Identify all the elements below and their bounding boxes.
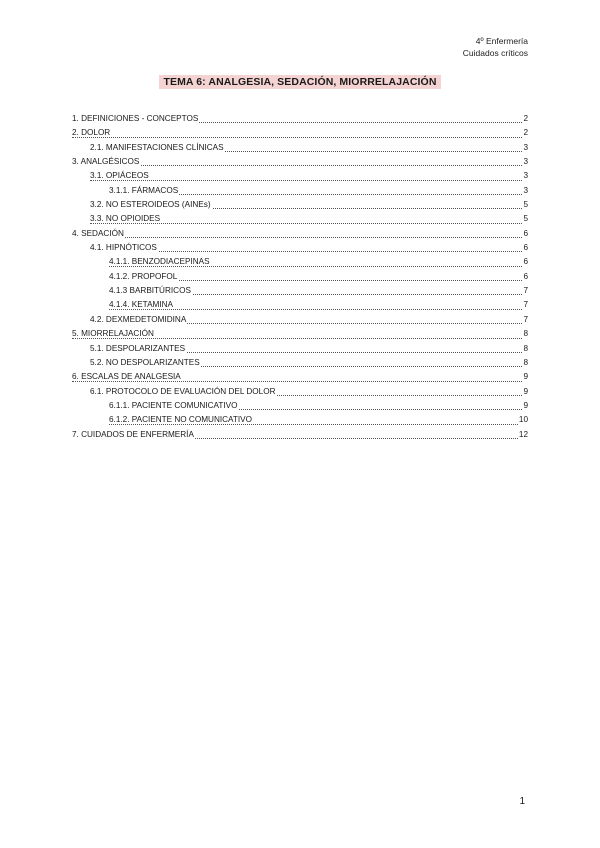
toc-entry-content xyxy=(109,270,528,284)
toc-entry[interactable] xyxy=(72,342,528,356)
toc-entry-label: 2. DOLOR xyxy=(72,128,111,138)
toc-dot-leader xyxy=(90,180,528,181)
toc-entry-content xyxy=(109,255,528,269)
toc-entry-content xyxy=(90,241,528,255)
toc-entry[interactable] xyxy=(72,356,528,370)
toc-entry-page: 12 xyxy=(518,428,528,442)
toc-entry[interactable] xyxy=(72,112,528,126)
toc-entry-label: 7. CUIDADOS DE ENFERMERÍA xyxy=(72,429,194,439)
toc-entry[interactable] xyxy=(72,198,528,212)
toc-entry-page: 8 xyxy=(522,356,528,370)
toc-entry[interactable] xyxy=(72,298,528,312)
toc-entry-content xyxy=(90,141,528,155)
toc-entry-content xyxy=(90,212,528,226)
toc-entry[interactable] xyxy=(72,370,528,384)
toc-entry-content xyxy=(72,370,528,384)
toc-entry-content xyxy=(72,126,528,140)
toc-entry-label: 4.1.4. KETAMINA xyxy=(109,300,174,310)
toc-entry[interactable] xyxy=(72,428,528,442)
page-number: 1 xyxy=(519,796,525,807)
toc-entry-content xyxy=(109,399,528,413)
toc-entry-label: 4.1.2. PROPOFOL xyxy=(109,271,178,281)
toc-entry-label: 1. DEFINICIONES - CONCEPTOS xyxy=(72,114,199,123)
toc-entry-page: 7 xyxy=(522,298,528,312)
toc-entry[interactable] xyxy=(72,169,528,183)
toc-entry-page: 3 xyxy=(522,141,528,155)
toc-entry-content xyxy=(90,313,528,327)
toc-entry-page: 6 xyxy=(522,255,528,269)
toc-entry-label: 6.1.2. PACIENTE NO COMUNICATIVO xyxy=(109,415,252,425)
toc-entry-label: 3.1.1. FÁRMACOS xyxy=(109,185,179,195)
toc-dot-leader xyxy=(72,137,528,138)
toc-entry-content xyxy=(90,356,528,370)
toc-dot-leader xyxy=(72,237,528,238)
toc-entry[interactable] xyxy=(72,227,528,241)
toc-entry-content xyxy=(72,112,528,126)
toc-entry-label: 3.3. NO OPIOIDES xyxy=(90,214,161,224)
toc-entry-content xyxy=(72,227,528,241)
toc-entry-label: 4.1.1. BENZODIACEPINAS xyxy=(109,257,210,267)
toc-entry-page: 2 xyxy=(522,112,528,126)
toc-entry[interactable] xyxy=(72,327,528,341)
toc-entry-label: 4.2. DEXMEDETOMIDINA xyxy=(90,314,187,324)
toc-entry-content xyxy=(109,184,528,198)
toc-entry-page: 9 xyxy=(522,370,528,384)
toc-entry-label: 5.2. NO DESPOLARIZANTES xyxy=(90,357,200,367)
toc-entry-content xyxy=(90,169,528,183)
toc-entry-page: 6 xyxy=(522,241,528,255)
toc-entry-label: 4.1.3 BARBITÚRICOS xyxy=(109,286,191,296)
toc-entry-page: 3 xyxy=(522,184,528,198)
toc-entry-content xyxy=(72,155,528,169)
header-course: 4º Enfermería xyxy=(475,36,528,46)
toc-entry-page: 10 xyxy=(518,413,528,427)
toc-entry[interactable] xyxy=(72,184,528,198)
toc-entry-page: 6 xyxy=(522,227,528,241)
toc-entry[interactable] xyxy=(72,141,528,155)
toc-entry-page: 7 xyxy=(522,313,528,327)
toc-entry-page: 6 xyxy=(522,270,528,284)
toc-entry-label: 3. ANALGÉSICOS xyxy=(72,157,140,167)
toc-entry-page: 9 xyxy=(522,399,528,413)
toc-entry-label: 2.1. MANIFESTACIONES CLÍNICAS xyxy=(90,142,224,152)
toc-entry-label: 4.1. HIPNÓTICOS xyxy=(90,243,157,253)
toc-entry-label: 6.1.1. PACIENTE COMUNICATIVO xyxy=(109,400,238,410)
toc-entry[interactable] xyxy=(72,270,528,284)
toc-entry[interactable] xyxy=(72,126,528,140)
toc-entry-content xyxy=(109,284,528,298)
toc-entry-content xyxy=(72,428,528,442)
toc-entry-page: 9 xyxy=(522,385,528,399)
toc-entry-label: 5. MIORRELAJACIÓN xyxy=(72,329,154,339)
toc-entry[interactable] xyxy=(72,212,528,226)
toc-entry-page: 7 xyxy=(522,284,528,298)
toc-entry[interactable] xyxy=(72,399,528,413)
toc-entry[interactable] xyxy=(72,284,528,298)
toc-entry-label: 5.1. DESPOLARIZANTES xyxy=(90,343,186,353)
toc-dot-leader xyxy=(72,165,528,166)
toc-entry-page: 3 xyxy=(522,155,528,169)
toc-entry-page: 5 xyxy=(522,212,528,226)
toc-entry-label: 4. SEDACIÓN xyxy=(72,228,124,238)
title-container xyxy=(0,72,600,90)
toc-entry-content xyxy=(72,327,528,341)
toc-entry-content xyxy=(109,413,528,427)
document-title: TEMA 6: ANALGESIA, SEDACIÓN, MIORRELAJACIÓN xyxy=(159,75,440,89)
toc-entry[interactable] xyxy=(72,413,528,427)
toc-entry-label: 6.1. PROTOCOLO DE EVALUACIÓN DEL DOLOR xyxy=(90,386,276,396)
toc-entry-content xyxy=(90,385,528,399)
toc-entry-label: 3.1. OPIÁCEOS xyxy=(90,171,149,181)
toc-entry[interactable] xyxy=(72,313,528,327)
toc-entry-page: 5 xyxy=(522,198,528,212)
toc-entry-page: 2 xyxy=(522,126,528,140)
toc-entry-page: 3 xyxy=(522,169,528,183)
page-header xyxy=(463,35,528,59)
toc-entry-content xyxy=(109,298,528,312)
header-subject: Cuidados críticos xyxy=(462,48,528,58)
toc-entry-label: 3.2. NO ESTEROIDEOS (AINEs) xyxy=(90,200,211,210)
toc-entry-page: 8 xyxy=(522,327,528,341)
toc-entry[interactable] xyxy=(72,255,528,269)
toc-entry-label: 6. ESCALAS DE ANALGESIA xyxy=(72,372,181,382)
toc-entry[interactable] xyxy=(72,155,528,169)
toc-entry-content xyxy=(90,342,528,356)
toc-entry-content xyxy=(90,198,528,212)
toc-entry[interactable] xyxy=(72,385,528,399)
toc-entry[interactable] xyxy=(72,241,528,255)
toc-entry-page: 8 xyxy=(522,342,528,356)
table-of-contents xyxy=(72,112,528,442)
